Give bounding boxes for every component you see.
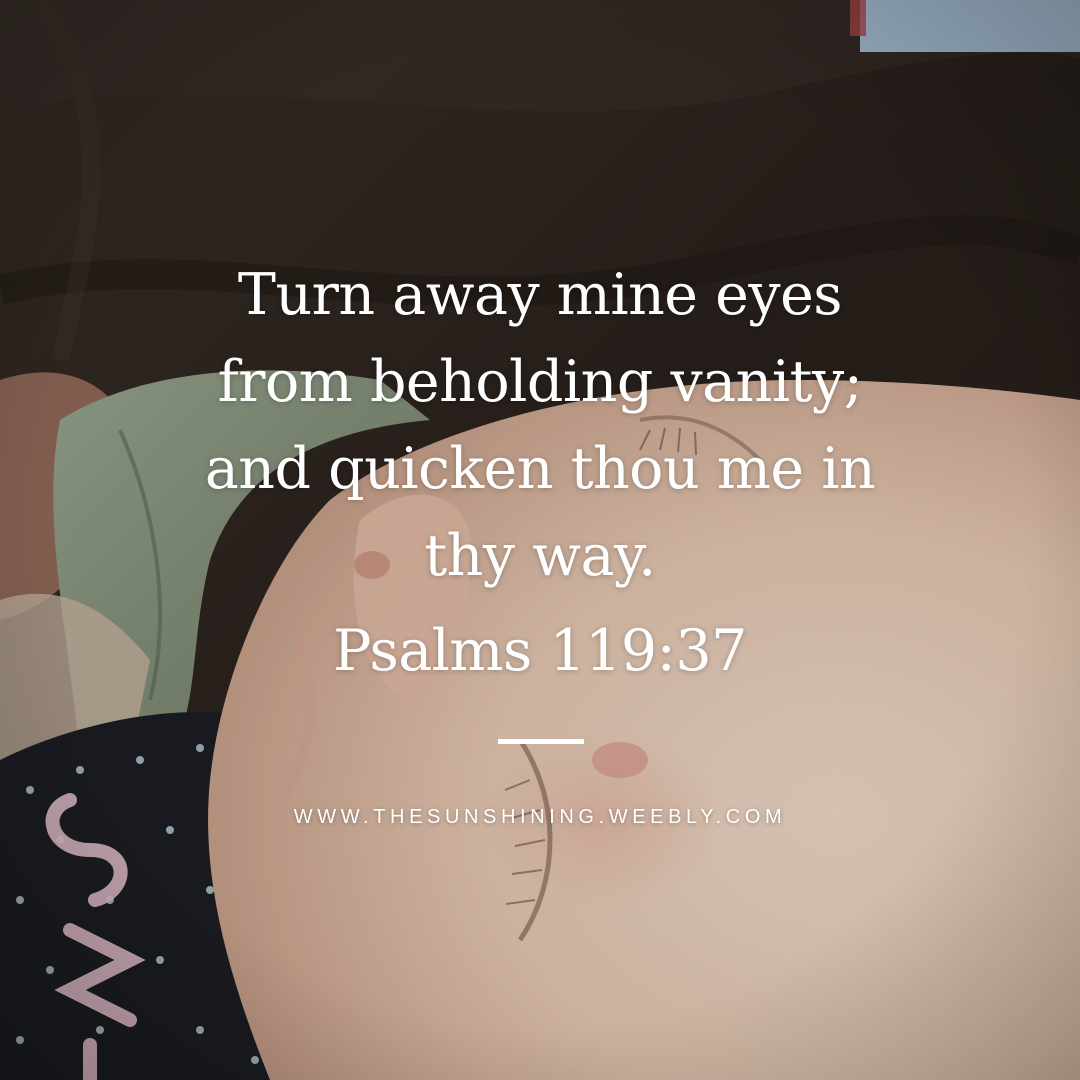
- verse-reference: Psalms 119:37: [333, 618, 747, 684]
- verse-line: from beholding vanity;: [217, 349, 863, 415]
- divider-line: [498, 739, 584, 744]
- verse-text: [140, 252, 940, 600]
- website-url: WWW.THESUNSHINING.WEEBLY.COM: [293, 806, 787, 828]
- verse-line: Turn away mine eyes: [237, 262, 843, 328]
- verse-line: and quicken thou me in: [204, 436, 876, 502]
- verse-line: thy way.: [424, 523, 656, 589]
